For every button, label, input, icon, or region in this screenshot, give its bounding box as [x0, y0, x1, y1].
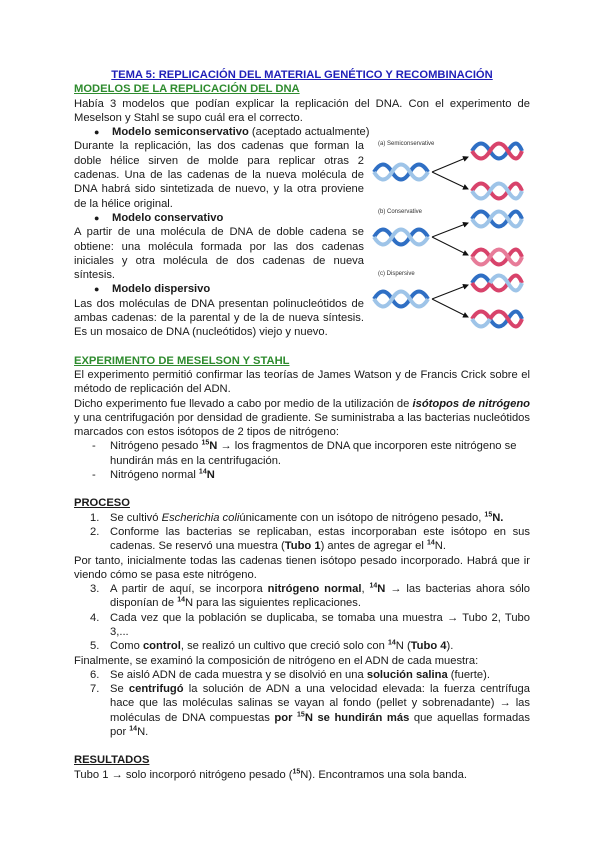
helix-disp-parent — [374, 292, 428, 307]
models-intro: Había 3 modelos que podían explicar la replicación del DNA. Con el experimento de Meselson y Stahl se supo cuál era el correcto. — [74, 97, 530, 124]
arrow-icon — [432, 172, 468, 189]
model-semiconservative-text: Durante la replicación, las dos cadenas que forman la doble hélice sirven de molde para replicar otras 2 cadenas. Una de las cadenas de la nueva molécula de DNA habrá sido sintetizada de nuevo, y la otra proviene de la hélice original. — [74, 140, 364, 210]
model-conservative-text: A partir de una molécula de DNA de doble cadena se obtiene: una molécula formada por las dos cadenas iniciales y otra molécula de dos cadenas de nueva síntesis. — [74, 226, 364, 282]
process-step: 2. Conforme las bacterias se replicaban, estas incorporaban este isótopo en sus cadenas. Se reservó una muestra (Tubo 1) antes de agregar el $^{14}$N. — [90, 525, 530, 553]
helix-cons-child-2 — [472, 250, 522, 265]
process-paragraph-b: Finalmente, se examinó la composición de nitrógeno en el ADN de cada muestra: — [74, 654, 479, 667]
label-dispersive: (c) Dispersive — [378, 271, 415, 277]
bullet-dot: ● — [94, 127, 100, 138]
section-heading-process: PROCESO — [74, 497, 130, 510]
list-item-heavy-nitrogen: - Nitrógeno pesado $^{15}$N → los fragmentos de DNA que incorporen este nitrógeno se hundirán más en la centrifugación. — [92, 439, 517, 467]
model-semiconservative-note: (aceptado actualmente) — [248, 126, 370, 139]
helix-semi-child-1 — [472, 144, 522, 159]
replication-models-svg — [372, 127, 524, 335]
isotopes-emphasis: isótopos de nitrógeno — [412, 397, 530, 410]
section-heading-results: RESULTADOS — [74, 754, 150, 767]
helix-cons-parent — [374, 230, 428, 245]
list-item-normal-nitrogen: - Nitrógeno normal $^{14}$N — [92, 468, 215, 482]
arrow-icon — [432, 157, 468, 172]
model-semiconservative-name: Modelo semiconservativo — [112, 126, 249, 139]
section-heading-models: MODELOS DE LA REPLICACIÓN DEL DNA — [74, 83, 300, 96]
document-title: TEMA 5: REPLICACIÓN DEL MATERIAL GENÉTICO Y RECOMBINACIÓN — [111, 69, 493, 81]
experiment-paragraph-2: Dicho experimento fue llevado a cabo por medio de la utilización de isótopos de nitrógeno y una centrifugación por densidad de gradiente. Se suministraba a las bacterias nucleótidos marcados con estos isótopos de 2 tipos de nitrógeno: — [74, 397, 530, 439]
process-step: 4. Cada vez que la población se duplicaba, se tomaba una muestra → Tubo 2, Tubo 3,... — [90, 611, 530, 638]
process-step: 1. Se cultivó Escherichia coliúnicamente con un isótopo de nitrógeno pesado, $^{15}$N. — [90, 510, 504, 524]
helix-semi-parent — [374, 165, 428, 180]
model-dispersive-name: Modelo dispersivo — [112, 283, 211, 296]
helix-disp-child-2 — [472, 312, 522, 327]
label-conservative: (b) Conservative — [378, 209, 423, 215]
process-step: 3. A partir de aquí, se incorpora nitrógeno normal, $^{14}$N → las bacterias ahora sólo disponían de $^{14}$N para las siguientes replicaciones. — [90, 582, 530, 610]
replication-models-figure — [372, 127, 524, 335]
bullet-dot: ● — [94, 284, 100, 295]
process-step: 6. Se aisló ADN de cada muestra y se disolvió en una solución salina (fuerte). — [90, 668, 490, 681]
arrow-icon — [432, 223, 468, 237]
process-step: 7. Se centrifugó la solución de ADN a una velocidad elevada: la fuerza centrífuga hace que las moléculas salinas se vayan al fondo (pellet y sobrenadante) → las moléculas de DNA compuestas por $^{15}$N se hundirán más que aquellas formadas por $^{14}$N. — [90, 683, 530, 739]
helix-disp-child-1 — [472, 276, 522, 291]
process-paragraph-a: Por tanto, inicialmente todas las cadenas tienen isótopo pesado incorporado. Habrá que ir viendo cómo se pasa este nitrógeno. — [74, 554, 530, 581]
helix-cons-child-1 — [472, 212, 522, 227]
arrow-icon — [432, 285, 468, 299]
process-step: 5. Como control, se realizó un cultivo que creció solo con $^{14}$N (Tubo 4). — [90, 639, 454, 653]
bullet-dot: ● — [94, 212, 100, 223]
section-heading-experiment: EXPERIMENTO DE MESELSON Y STAHL — [74, 354, 290, 367]
helix-semi-child-2 — [472, 184, 522, 199]
model-conservative-name: Modelo conservativo — [112, 211, 224, 224]
results-tube-1: Tubo 1 → solo incorporó nitrógeno pesado ($^{15}$N). Encontramos una sola banda. — [74, 767, 467, 781]
label-semiconservative: (a) Semiconservative — [378, 141, 435, 147]
arrow-icon — [432, 299, 468, 317]
experiment-paragraph-1: El experimento permitió confirmar las teorías de James Watson y de Francis Crick sobre el método de replicación del ADN. — [74, 368, 530, 396]
model-dispersive-text: Las dos moléculas de DNA presentan polinucleótidos de ambas cadenas: de la parental y de la de nueva síntesis. Es un mosaico de DNA (nucleótidos) viejo y nuevo. — [74, 297, 364, 339]
arrow-icon — [432, 237, 468, 255]
